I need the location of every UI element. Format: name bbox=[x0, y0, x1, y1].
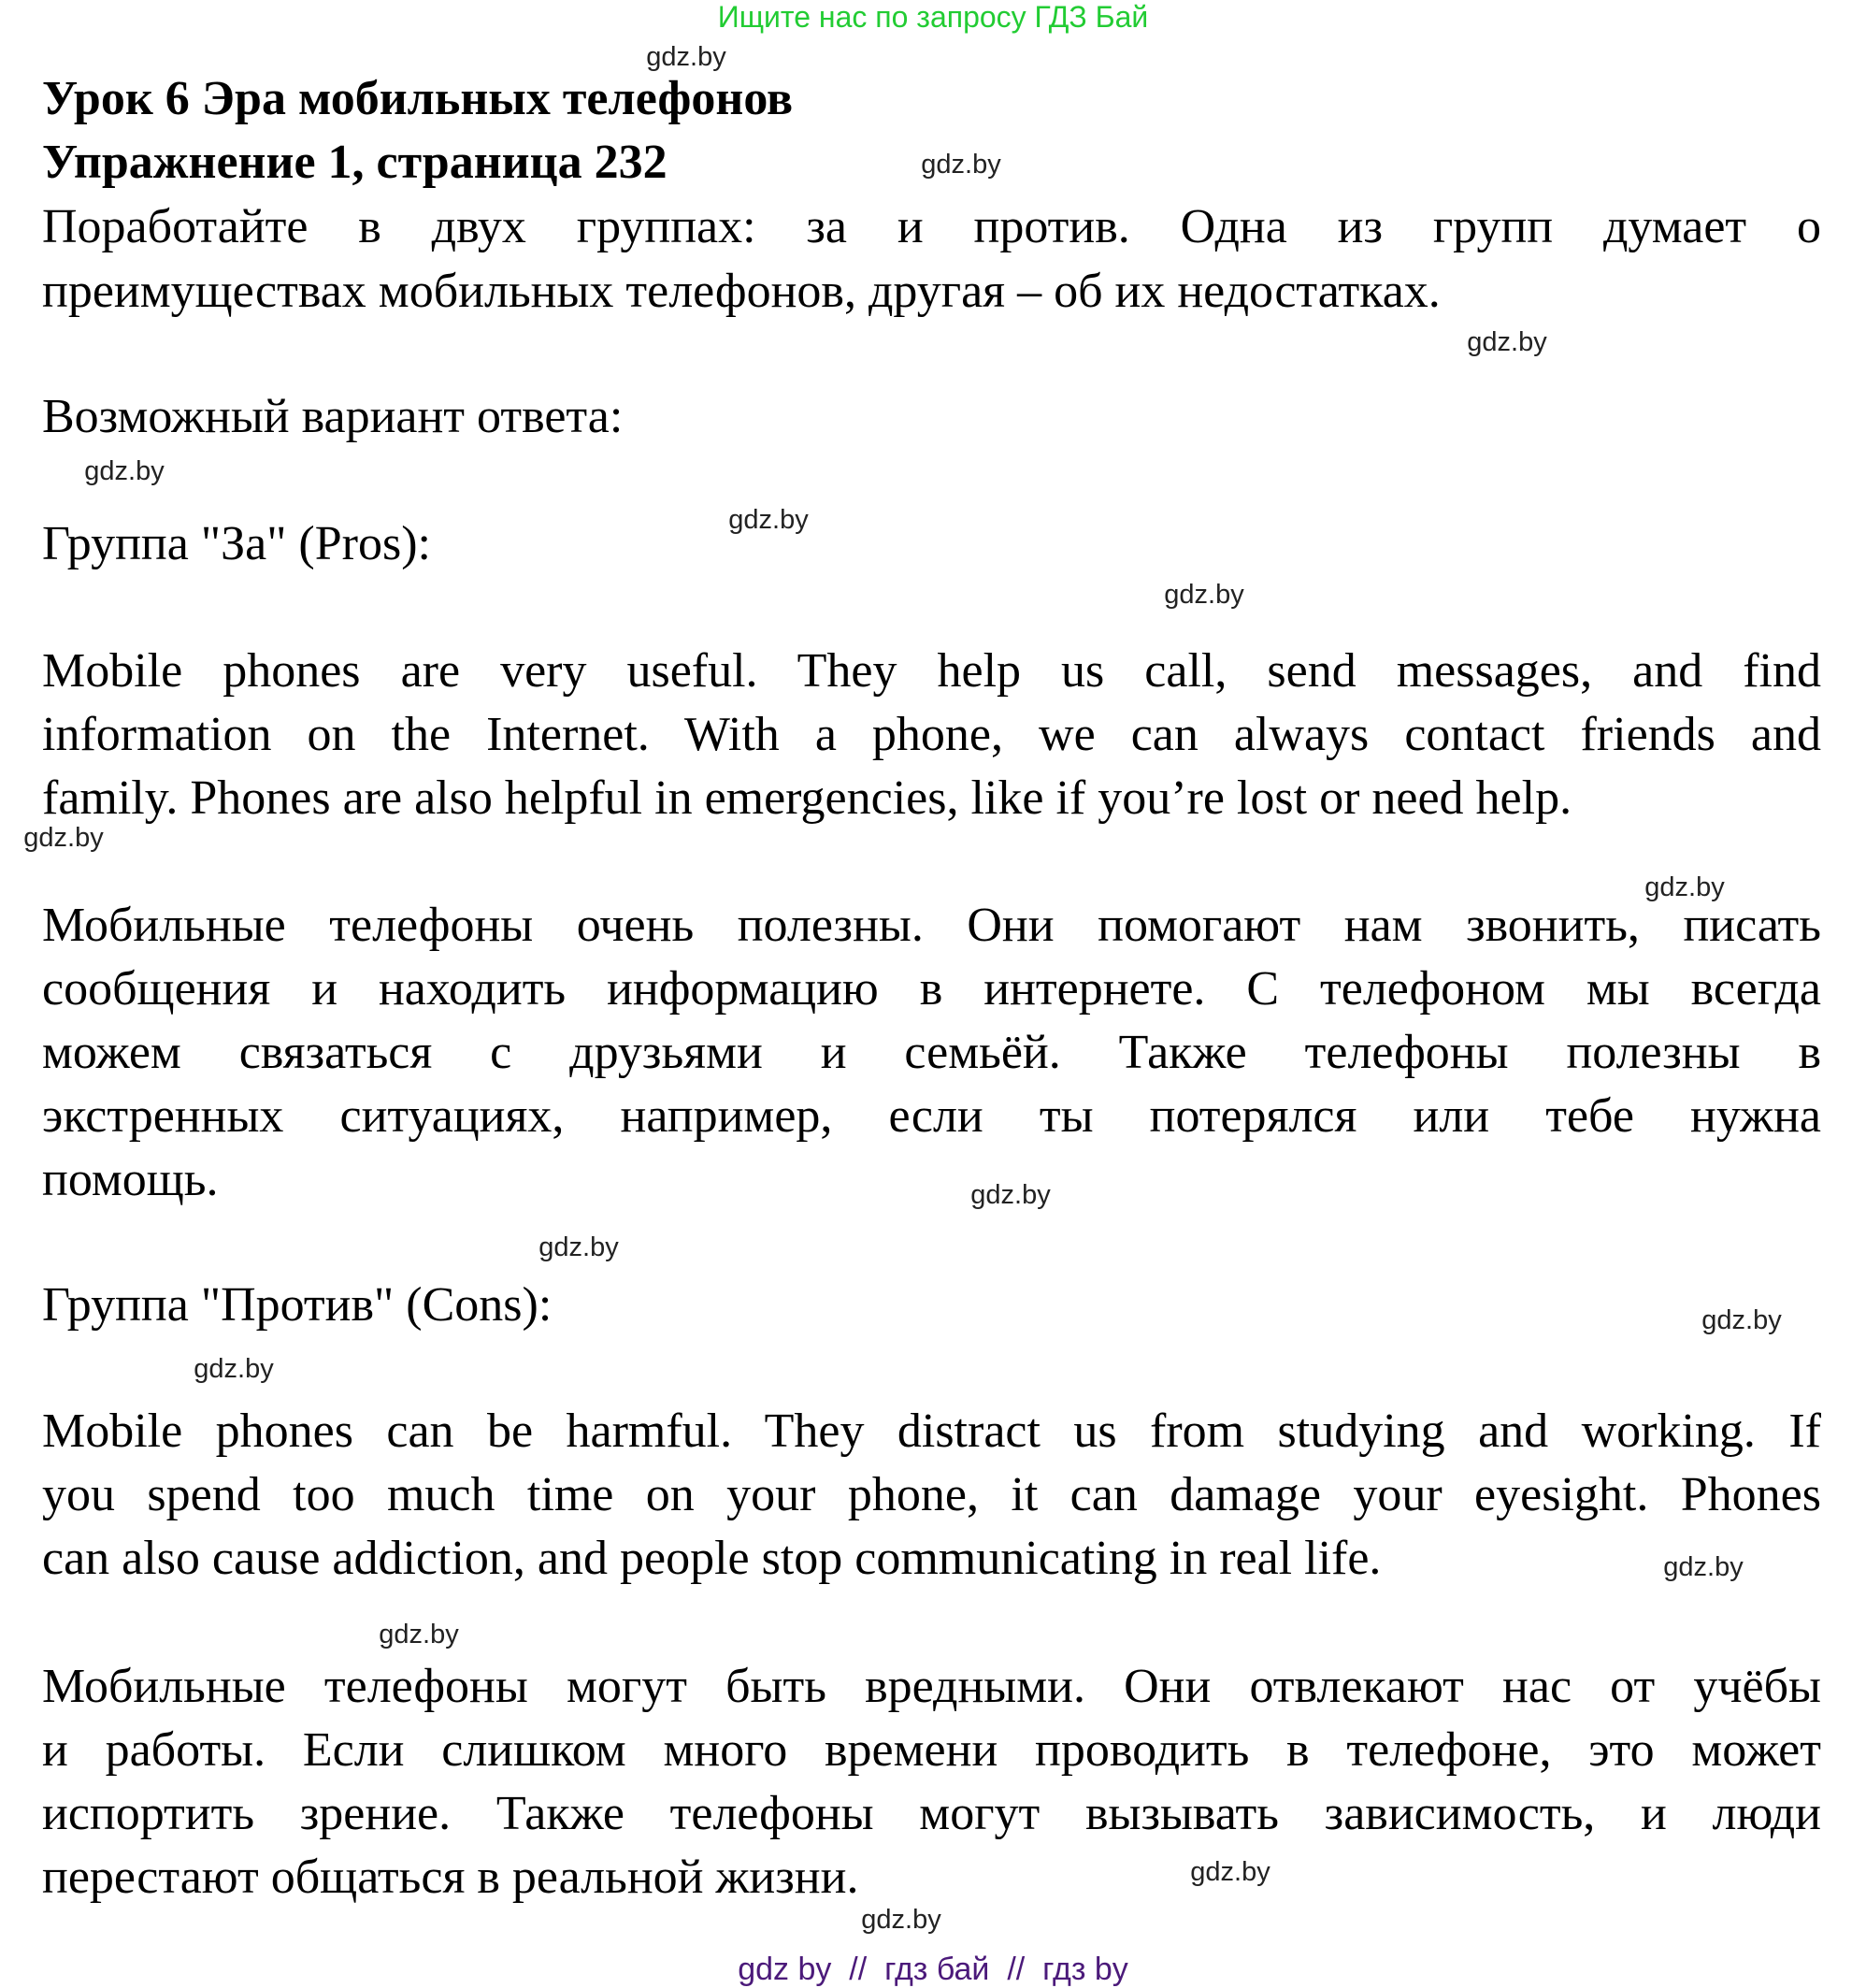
cons-ru-line: Мобильные телефоны могут быть вредными. Они отвлекают нас от учёбы bbox=[42, 1660, 1821, 1713]
pros-en-line: family. Phones are also helpful in emergencies, like if you’re lost or need help. bbox=[42, 771, 1572, 825]
watermark: gdz.by bbox=[84, 456, 165, 486]
watermark: gdz.by bbox=[1701, 1305, 1782, 1335]
cons-en-line: you spend too much time on your phone, it can damage your eyesight. Phones bbox=[42, 1468, 1821, 1521]
watermark: gdz.by bbox=[921, 150, 1001, 180]
watermark: gdz.by bbox=[538, 1232, 619, 1262]
pros-ru-line: можем связаться с друзьями и семьёй. Также телефоны полезны в bbox=[42, 1026, 1821, 1079]
pros-en-line: information on the Internet. With a phone, we can always contact friends and bbox=[42, 708, 1821, 761]
pros-ru-line: экстренных ситуациях, например, если ты потерялся или тебе нужна bbox=[42, 1089, 1821, 1143]
answer-label: Возможный вариант ответа: bbox=[42, 390, 624, 443]
task-line: преимуществах мобильных телефонов, другая – об их недостатках. bbox=[42, 265, 1441, 318]
watermark: gdz.by bbox=[861, 1905, 941, 1935]
watermark: gdz.by bbox=[1644, 872, 1725, 902]
cons-ru-line: и работы. Если слишком много времени проводить в телефоне, это может bbox=[42, 1723, 1821, 1777]
footer-links: gdz by // гдз бай // гдз by bbox=[738, 1952, 1128, 1987]
cons-ru-line: перестают общаться в реальной жизни. bbox=[42, 1851, 859, 1904]
watermark: gdz.by bbox=[646, 42, 726, 72]
watermark: gdz.by bbox=[1190, 1857, 1270, 1887]
watermark: gdz.by bbox=[728, 505, 809, 535]
pros-ru-line: помощь. bbox=[42, 1153, 219, 1206]
watermark: gdz.by bbox=[194, 1354, 274, 1384]
cons-en-line: can also cause addiction, and people stop communicating in real life. bbox=[42, 1532, 1382, 1585]
pros-ru-line: Мобильные телефоны очень полезны. Они помогают нам звонить, писать bbox=[42, 899, 1821, 952]
lesson-title: Урок 6 Эра мобильных телефонов bbox=[42, 72, 794, 125]
watermark: gdz.by bbox=[1663, 1552, 1744, 1582]
cons-ru-line: испортить зрение. Также телефоны могут вызывать зависимость, и люди bbox=[42, 1787, 1821, 1840]
pros-en-line: Mobile phones are very useful. They help us call, send messages, and find bbox=[42, 644, 1821, 698]
watermark: gdz.by bbox=[23, 823, 104, 853]
watermark: gdz.by bbox=[1467, 327, 1547, 357]
cons-en-line: Mobile phones can be harmful. They distract us from studying and working. If bbox=[42, 1405, 1821, 1458]
exercise-title: Упражнение 1, страница 232 bbox=[42, 136, 667, 189]
task-line: Поработайте в двух группах: за и против. Одна из групп думает о bbox=[42, 200, 1821, 253]
pros-ru-line: сообщения и находить информацию в интернете. С телефоном мы всегда bbox=[42, 962, 1821, 1016]
pros-heading: Группа "За" (Pros): bbox=[42, 517, 431, 570]
cons-heading: Группа "Против" (Cons): bbox=[42, 1278, 553, 1332]
watermark: gdz.by bbox=[970, 1180, 1051, 1210]
watermark: gdz.by bbox=[379, 1620, 459, 1649]
watermark: gdz.by bbox=[1164, 580, 1244, 610]
header-banner: Ищите нас по запросу ГДЗ Бай bbox=[717, 0, 1149, 34]
